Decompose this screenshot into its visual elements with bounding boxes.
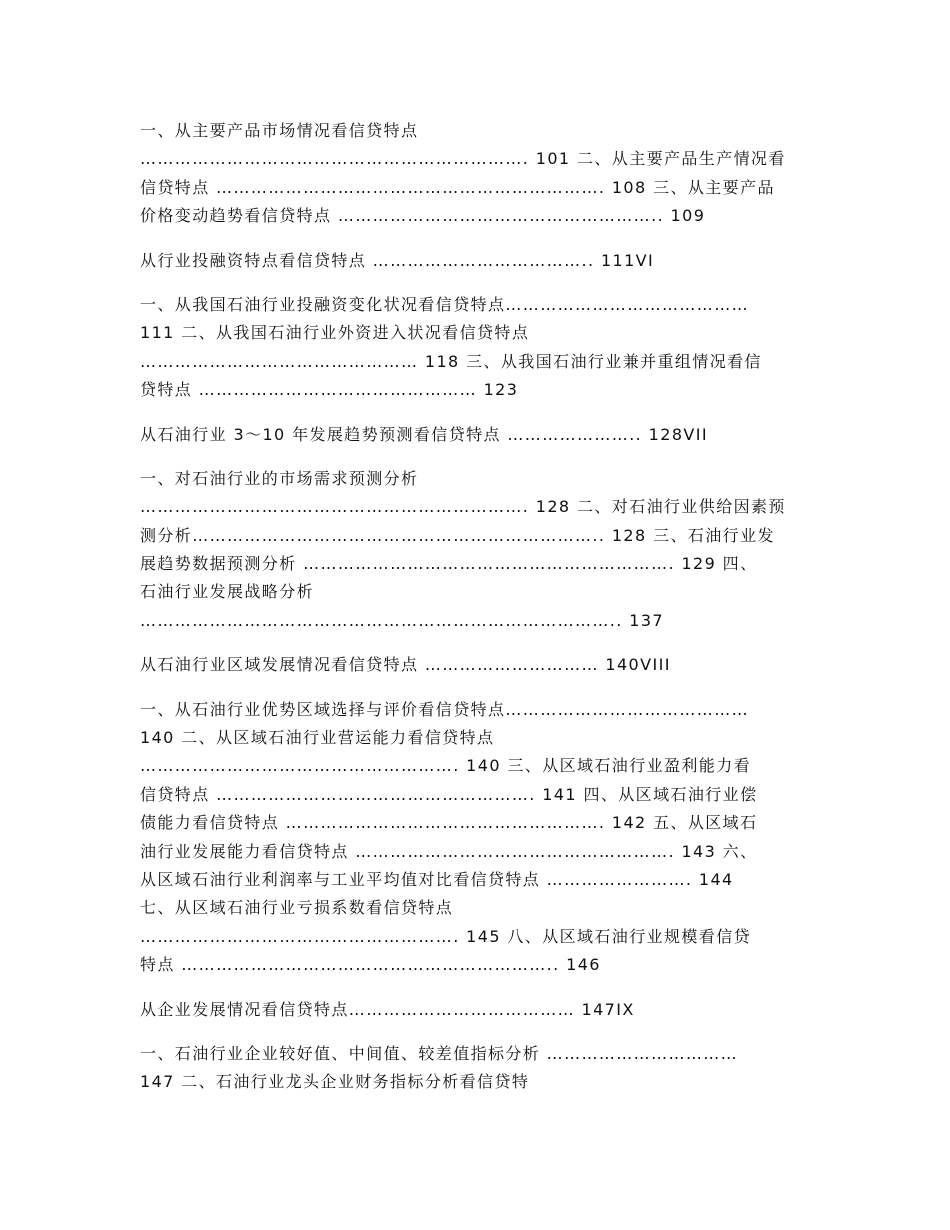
toc-line: ………………………………………………. 140 三、从区域石油行业盈利能力看: [140, 756, 751, 776]
toc-line: …………………………………………………………. 128 二、对石油行业供给因素预: [140, 497, 786, 517]
toc-line: 一、从石油行业优势区域选择与评价看信贷特点……………………………………: [140, 699, 750, 719]
toc-line: 石油行业发展战略分析: [140, 582, 315, 602]
toc-block-regional: [140, 696, 814, 980]
toc-line: 信贷特点 ………………………………………………. 141 四、从区域石油行业偿: [140, 784, 758, 804]
toc-heading-line: 从行业投融资特点看信贷特点 ……………………………….. 111VI: [140, 250, 655, 270]
toc-line: 一、石油行业企业较好值、中间值、较差值指标分析 ……………………………: [140, 1043, 739, 1063]
toc-block-forecast: [140, 465, 814, 635]
toc-line: 一、从主要产品市场情况看信贷特点: [140, 121, 419, 140]
toc-line: 展趋势数据预测分析 ………………………………………………………. 129 四、: [140, 554, 758, 574]
toc-line: ………………………………………… 118 三、从我国石油行业兼并重组情况看信: [140, 351, 762, 371]
toc-line: 从区域石油行业利润率与工业平均值对比看信贷特点 ……………………. 144: [140, 869, 734, 889]
toc-line: 140 二、从区域石油行业营运能力看信贷特点: [140, 728, 495, 748]
toc-line: 一、对石油行业的市场需求预测分析: [140, 468, 419, 488]
toc-block-enterprise: [140, 1040, 814, 1097]
toc-line: 贷特点 ………………………………………… 123: [140, 380, 519, 400]
toc-line: 油行业发展能力看信贷特点 ………………………………………………. 143 六、: [140, 841, 758, 861]
toc-block-product-market: [140, 117, 814, 231]
toc-line: 信贷特点 …………………………………………………………. 108 三、从主要产品: [140, 177, 775, 197]
toc-line: 七、从区域石油行业亏损系数看信贷特点: [140, 898, 454, 918]
toc-heading-enterprise: [140, 996, 814, 1024]
toc-heading-investment: [140, 247, 814, 275]
toc-block-investment: [140, 291, 814, 405]
toc-line: 测分析…………………………………………………………….. 128 三、石油行业发: [140, 525, 775, 545]
toc-line: ……………………………………………………………………….. 137: [140, 610, 664, 630]
toc-line: 111 二、从我国石油行业外资进入状况看信贷特点: [140, 323, 530, 343]
toc-heading-forecast: [140, 421, 814, 449]
toc-heading-line: 从石油行业 3～10 年发展趋势预测看信贷特点 ………………….. 128VII: [140, 424, 708, 444]
toc-line: 价格变动趋势看信贷特点 ……………………………………………….. 109: [140, 206, 706, 226]
toc-line: …………………………………………………………. 101 二、从主要产品生产情况看: [140, 149, 786, 169]
toc-heading-regional: [140, 651, 814, 679]
toc-line: 147 二、石油行业龙头企业财务指标分析看信贷特: [140, 1072, 530, 1092]
toc-line: 一、从我国石油行业投融资变化状况看信贷特点……………………………………: [140, 294, 750, 314]
toc-heading-line: 从石油行业区域发展情况看信贷特点 ………………………… 140VIII: [140, 655, 671, 675]
toc-line: 债能力看信贷特点 ………………………………………………. 142 五、从区域石: [140, 813, 758, 833]
toc-line: ………………………………………………. 145 八、从区域石油行业规模看信贷: [140, 926, 751, 946]
toc-line: 特点 ……………………………………………………….. 146: [140, 955, 601, 975]
toc-heading-line: 从企业发展情况看信贷特点………………………………… 147IX: [140, 999, 635, 1019]
